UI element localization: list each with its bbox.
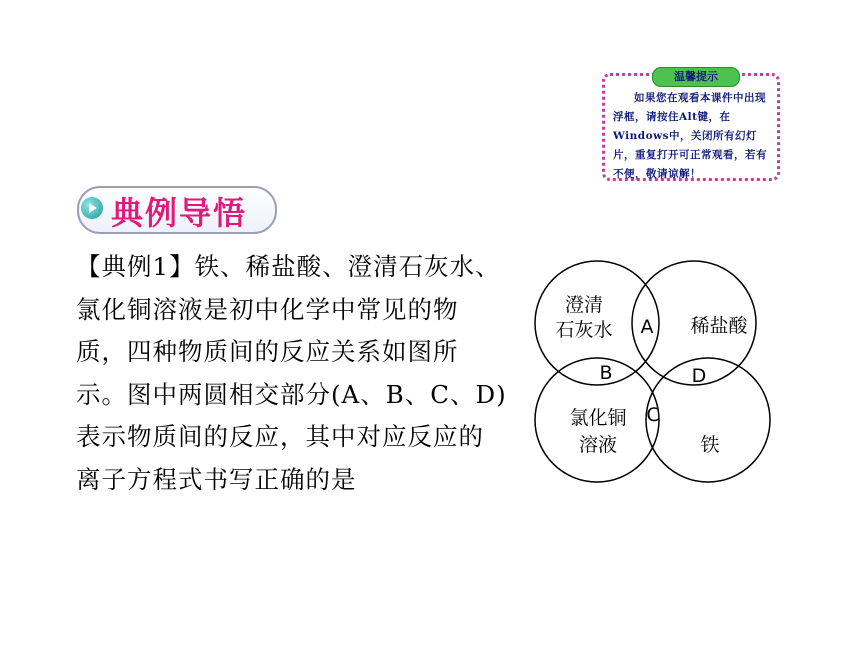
section-title: 典例导悟 [111, 194, 248, 232]
tip-box [602, 70, 780, 181]
play-icon [81, 197, 103, 219]
intersection-a: A [640, 316, 654, 338]
problem-text: 【典例1】铁、稀盐酸、澄清石灰水、氯化铜溶液是初中化学中常见的物质，四种物质间的反应关系如图所示。图中两圆相交部分(A、B、C、D)表示物质间的反应，其中对应反应的离子方程式书写正确的是 [76, 252, 507, 494]
circle-iron [646, 358, 770, 482]
intersection-c: C [646, 404, 660, 426]
intersection-b: B [599, 362, 613, 384]
venn-diagram [534, 256, 774, 488]
limewater-label-2: 石灰水 [555, 319, 613, 341]
iron-label: 铁 [700, 434, 720, 456]
tip-body: 如果您在观看本课件中出现浮框，请按住Alt键，在Windows中，关闭所有幻灯片，重复打开可正常观看，若有不便，敬请谅解！ [613, 92, 767, 180]
cucl2-label-1: 氯化铜 [569, 407, 627, 429]
intersection-d: D [691, 365, 707, 387]
tip-title: 温馨提示 [652, 67, 740, 87]
section-header [77, 186, 275, 232]
cucl2-label-2: 溶液 [578, 434, 618, 456]
hcl-label: 稀盐酸 [690, 315, 748, 337]
limewater-label-1: 澄清 [564, 294, 604, 316]
